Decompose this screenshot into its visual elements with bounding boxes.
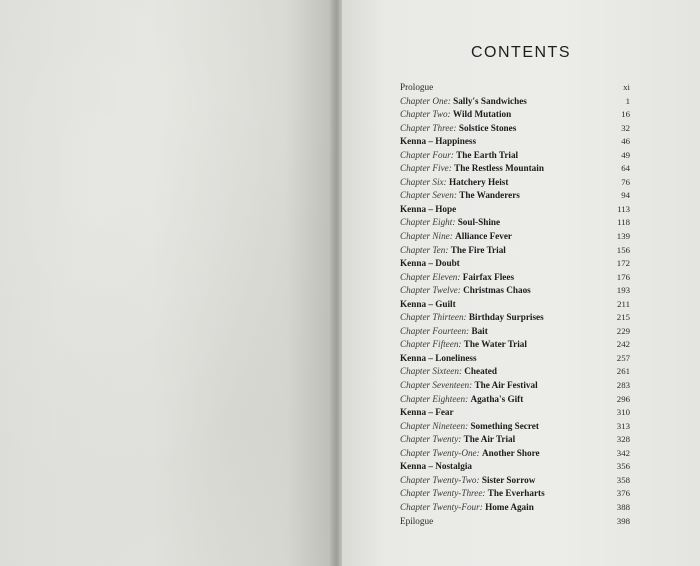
- section-title: Prologue: [400, 82, 434, 92]
- chapter-title: Christmas Chaos: [463, 285, 531, 296]
- page-number: 193: [616, 285, 630, 296]
- chapter-number: Chapter Sixteen:: [400, 366, 462, 377]
- page-number: 229: [616, 325, 630, 336]
- page-number: 64: [621, 163, 630, 174]
- interlude-title: Kenna – Happiness: [400, 136, 477, 147]
- contents-heading: CONTENTS: [471, 44, 571, 61]
- contents-entry: [400, 433, 630, 447]
- contents-entry: [400, 298, 630, 312]
- contents-entry: [400, 244, 630, 258]
- chapter-number: Chapter Five:: [400, 163, 452, 174]
- entry-heading: [400, 379, 538, 393]
- page-number: 376: [616, 488, 630, 499]
- contents-entry: [400, 515, 630, 529]
- interlude-title: Kenna – Guilt: [400, 298, 456, 309]
- contents-entry: [400, 81, 630, 95]
- chapter-number: Chapter Seventeen:: [400, 380, 473, 391]
- chapter-title: Soul-Shine: [457, 217, 501, 228]
- chapter-number: Chapter Nine:: [400, 231, 453, 242]
- chapter-title: The Restless Mountain: [454, 163, 544, 174]
- page-number: 215: [616, 312, 630, 323]
- page-number: 310: [616, 407, 630, 418]
- page-number: 358: [616, 474, 630, 485]
- page-number: 242: [616, 339, 630, 350]
- chapter-number: Chapter Three:: [400, 122, 457, 133]
- contents-entry: [400, 95, 630, 109]
- contents-entry: [400, 393, 630, 407]
- page-number: 342: [616, 447, 630, 458]
- entry-heading: [400, 216, 500, 230]
- contents-entry: [400, 149, 630, 163]
- chapter-title: The Wanderers: [459, 190, 520, 201]
- contents-entry: [400, 406, 630, 420]
- entry-heading: [400, 325, 488, 339]
- chapter-title: Another Shore: [482, 447, 540, 458]
- entry-heading: [400, 122, 516, 136]
- contents-entry: [400, 203, 630, 217]
- contents-entry: [400, 176, 630, 190]
- entry-heading: [400, 447, 540, 461]
- show-through-texture: [0, 0, 336, 566]
- chapter-title: The Air Festival: [474, 380, 538, 391]
- page-number: 356: [616, 461, 630, 472]
- entry-heading: [400, 135, 476, 149]
- entry-heading: [400, 460, 472, 474]
- page-number: 398: [616, 515, 630, 526]
- entry-heading: [400, 365, 497, 379]
- page-number: 388: [616, 501, 630, 512]
- chapter-title: Alliance Fever: [455, 231, 513, 242]
- interlude-title: Kenna – Loneliness: [400, 352, 477, 363]
- entry-heading: [400, 433, 515, 447]
- chapter-number: Chapter Fifteen:: [400, 339, 462, 350]
- page-number: xi: [623, 82, 630, 92]
- entry-heading: [400, 352, 477, 366]
- chapter-number: Chapter Seven:: [400, 190, 457, 201]
- chapter-title: Something Secret: [470, 420, 539, 431]
- chapter-title: Fairfax Flees: [462, 271, 515, 282]
- interlude-title: Kenna – Nostalgia: [400, 461, 472, 472]
- page-number: 328: [616, 434, 630, 445]
- chapter-title: Sister Sorrow: [481, 474, 536, 485]
- contents-entry: [400, 474, 630, 488]
- chapter-title: Cheated: [464, 366, 497, 377]
- page-number: 211: [617, 298, 630, 309]
- page-number: 94: [621, 190, 630, 201]
- entry-heading: [400, 406, 454, 420]
- chapter-title: Bait: [471, 325, 488, 336]
- chapter-number: Chapter Six:: [400, 176, 447, 187]
- contents-entry: [400, 365, 630, 379]
- entry-heading: [400, 298, 456, 312]
- contents-entry: [400, 216, 630, 230]
- chapter-number: Chapter Eleven:: [400, 271, 461, 282]
- contents-entry: [400, 122, 630, 136]
- contents-entry: [400, 352, 630, 366]
- page-number: 296: [616, 393, 630, 404]
- chapter-number: Chapter Twenty-Three:: [400, 488, 486, 499]
- chapter-number: Chapter Twenty-Four:: [400, 501, 483, 512]
- chapter-title: The Water Trial: [463, 339, 527, 350]
- chapter-title: The Earth Trial: [456, 149, 519, 160]
- contents-entry: [400, 189, 630, 203]
- contents-entry: [400, 487, 630, 501]
- contents-entry: [400, 108, 630, 122]
- page-number: 49: [621, 149, 630, 160]
- contents-entry: [400, 325, 630, 339]
- chapter-number: Chapter Twenty-Two:: [400, 474, 480, 485]
- chapter-number: Chapter One:: [400, 95, 451, 106]
- entry-heading: [400, 230, 512, 244]
- chapter-title: Birthday Surprises: [468, 312, 544, 323]
- chapter-title: The Air Trial: [463, 434, 516, 445]
- entry-heading: [400, 203, 456, 217]
- interlude-title: Kenna – Hope: [400, 203, 457, 214]
- contents-entry: [400, 162, 630, 176]
- contents-entry: [400, 230, 630, 244]
- page-number: 139: [616, 231, 630, 242]
- contents-list: [400, 81, 630, 528]
- chapter-number: Chapter Twenty:: [400, 434, 462, 445]
- chapter-title: Hatchery Heist: [449, 176, 509, 187]
- chapter-number: Chapter Four:: [400, 149, 454, 160]
- contents-entry: [400, 257, 630, 271]
- entry-heading: [400, 474, 535, 488]
- page-number: 176: [616, 271, 630, 282]
- chapter-number: Chapter Eighteen:: [400, 393, 469, 404]
- entry-heading: [400, 81, 433, 95]
- entry-heading: [400, 271, 514, 285]
- entry-heading: [400, 257, 460, 271]
- entry-heading: [400, 487, 545, 501]
- page-number: 32: [621, 122, 630, 133]
- chapter-number: Chapter Thirteen:: [400, 312, 467, 323]
- contents-entry: [400, 460, 630, 474]
- contents-entry: [400, 135, 630, 149]
- page-number: 113: [617, 203, 630, 214]
- contents-entry: [400, 271, 630, 285]
- chapter-number: Chapter Nineteen:: [400, 420, 469, 431]
- entry-heading: [400, 162, 544, 176]
- entry-heading: [400, 420, 539, 434]
- contents-entry: [400, 501, 630, 515]
- chapter-title: Home Again: [485, 501, 534, 512]
- page-number: 283: [616, 380, 630, 391]
- chapter-title: The Everharts: [487, 488, 545, 499]
- page-number: 172: [616, 258, 630, 269]
- chapter-title: Solstice Stones: [458, 122, 517, 133]
- chapter-number: Chapter Twelve:: [400, 285, 461, 296]
- entry-heading: [400, 149, 518, 163]
- chapter-title: Wild Mutation: [452, 109, 512, 120]
- page-number: 76: [621, 176, 630, 187]
- entry-heading: [400, 95, 527, 109]
- contents-entry: [400, 338, 630, 352]
- contents-entry: [400, 379, 630, 393]
- chapter-number: Chapter Two:: [400, 109, 451, 120]
- entry-heading: [400, 311, 544, 325]
- page-number: 1: [625, 95, 630, 106]
- contents-entry: [400, 311, 630, 325]
- entry-heading: [400, 338, 527, 352]
- left-page: [0, 0, 336, 566]
- page-number: 16: [621, 109, 630, 120]
- page-number: 257: [616, 352, 630, 363]
- page-number: 118: [617, 217, 630, 228]
- page-number: 46: [621, 136, 630, 147]
- entry-heading: [400, 393, 523, 407]
- chapter-number: Chapter Ten:: [400, 244, 449, 255]
- entry-heading: [400, 176, 508, 190]
- page-number: 313: [616, 420, 630, 431]
- chapter-title: Agatha's Gift: [470, 393, 524, 404]
- chapter-number: Chapter Fourteen:: [400, 325, 470, 336]
- entry-heading: [400, 244, 506, 258]
- contents-entry: [400, 284, 630, 298]
- entry-heading: [400, 284, 531, 298]
- entry-heading: [400, 189, 520, 203]
- contents-entry: [400, 420, 630, 434]
- page-number: 261: [616, 366, 630, 377]
- chapter-title: The Fire Trial: [450, 244, 506, 255]
- entry-heading: [400, 515, 433, 529]
- entry-heading: [400, 108, 511, 122]
- chapter-number: Chapter Eight:: [400, 217, 456, 228]
- chapter-title: Sally's Sandwiches: [453, 95, 527, 106]
- page-number: 156: [616, 244, 630, 255]
- section-title: Epilogue: [400, 515, 434, 526]
- contents-entry: [400, 447, 630, 461]
- interlude-title: Kenna – Doubt: [400, 258, 460, 269]
- chapter-number: Chapter Twenty-One:: [400, 447, 480, 458]
- entry-heading: [400, 501, 534, 515]
- interlude-title: Kenna – Fear: [400, 407, 454, 418]
